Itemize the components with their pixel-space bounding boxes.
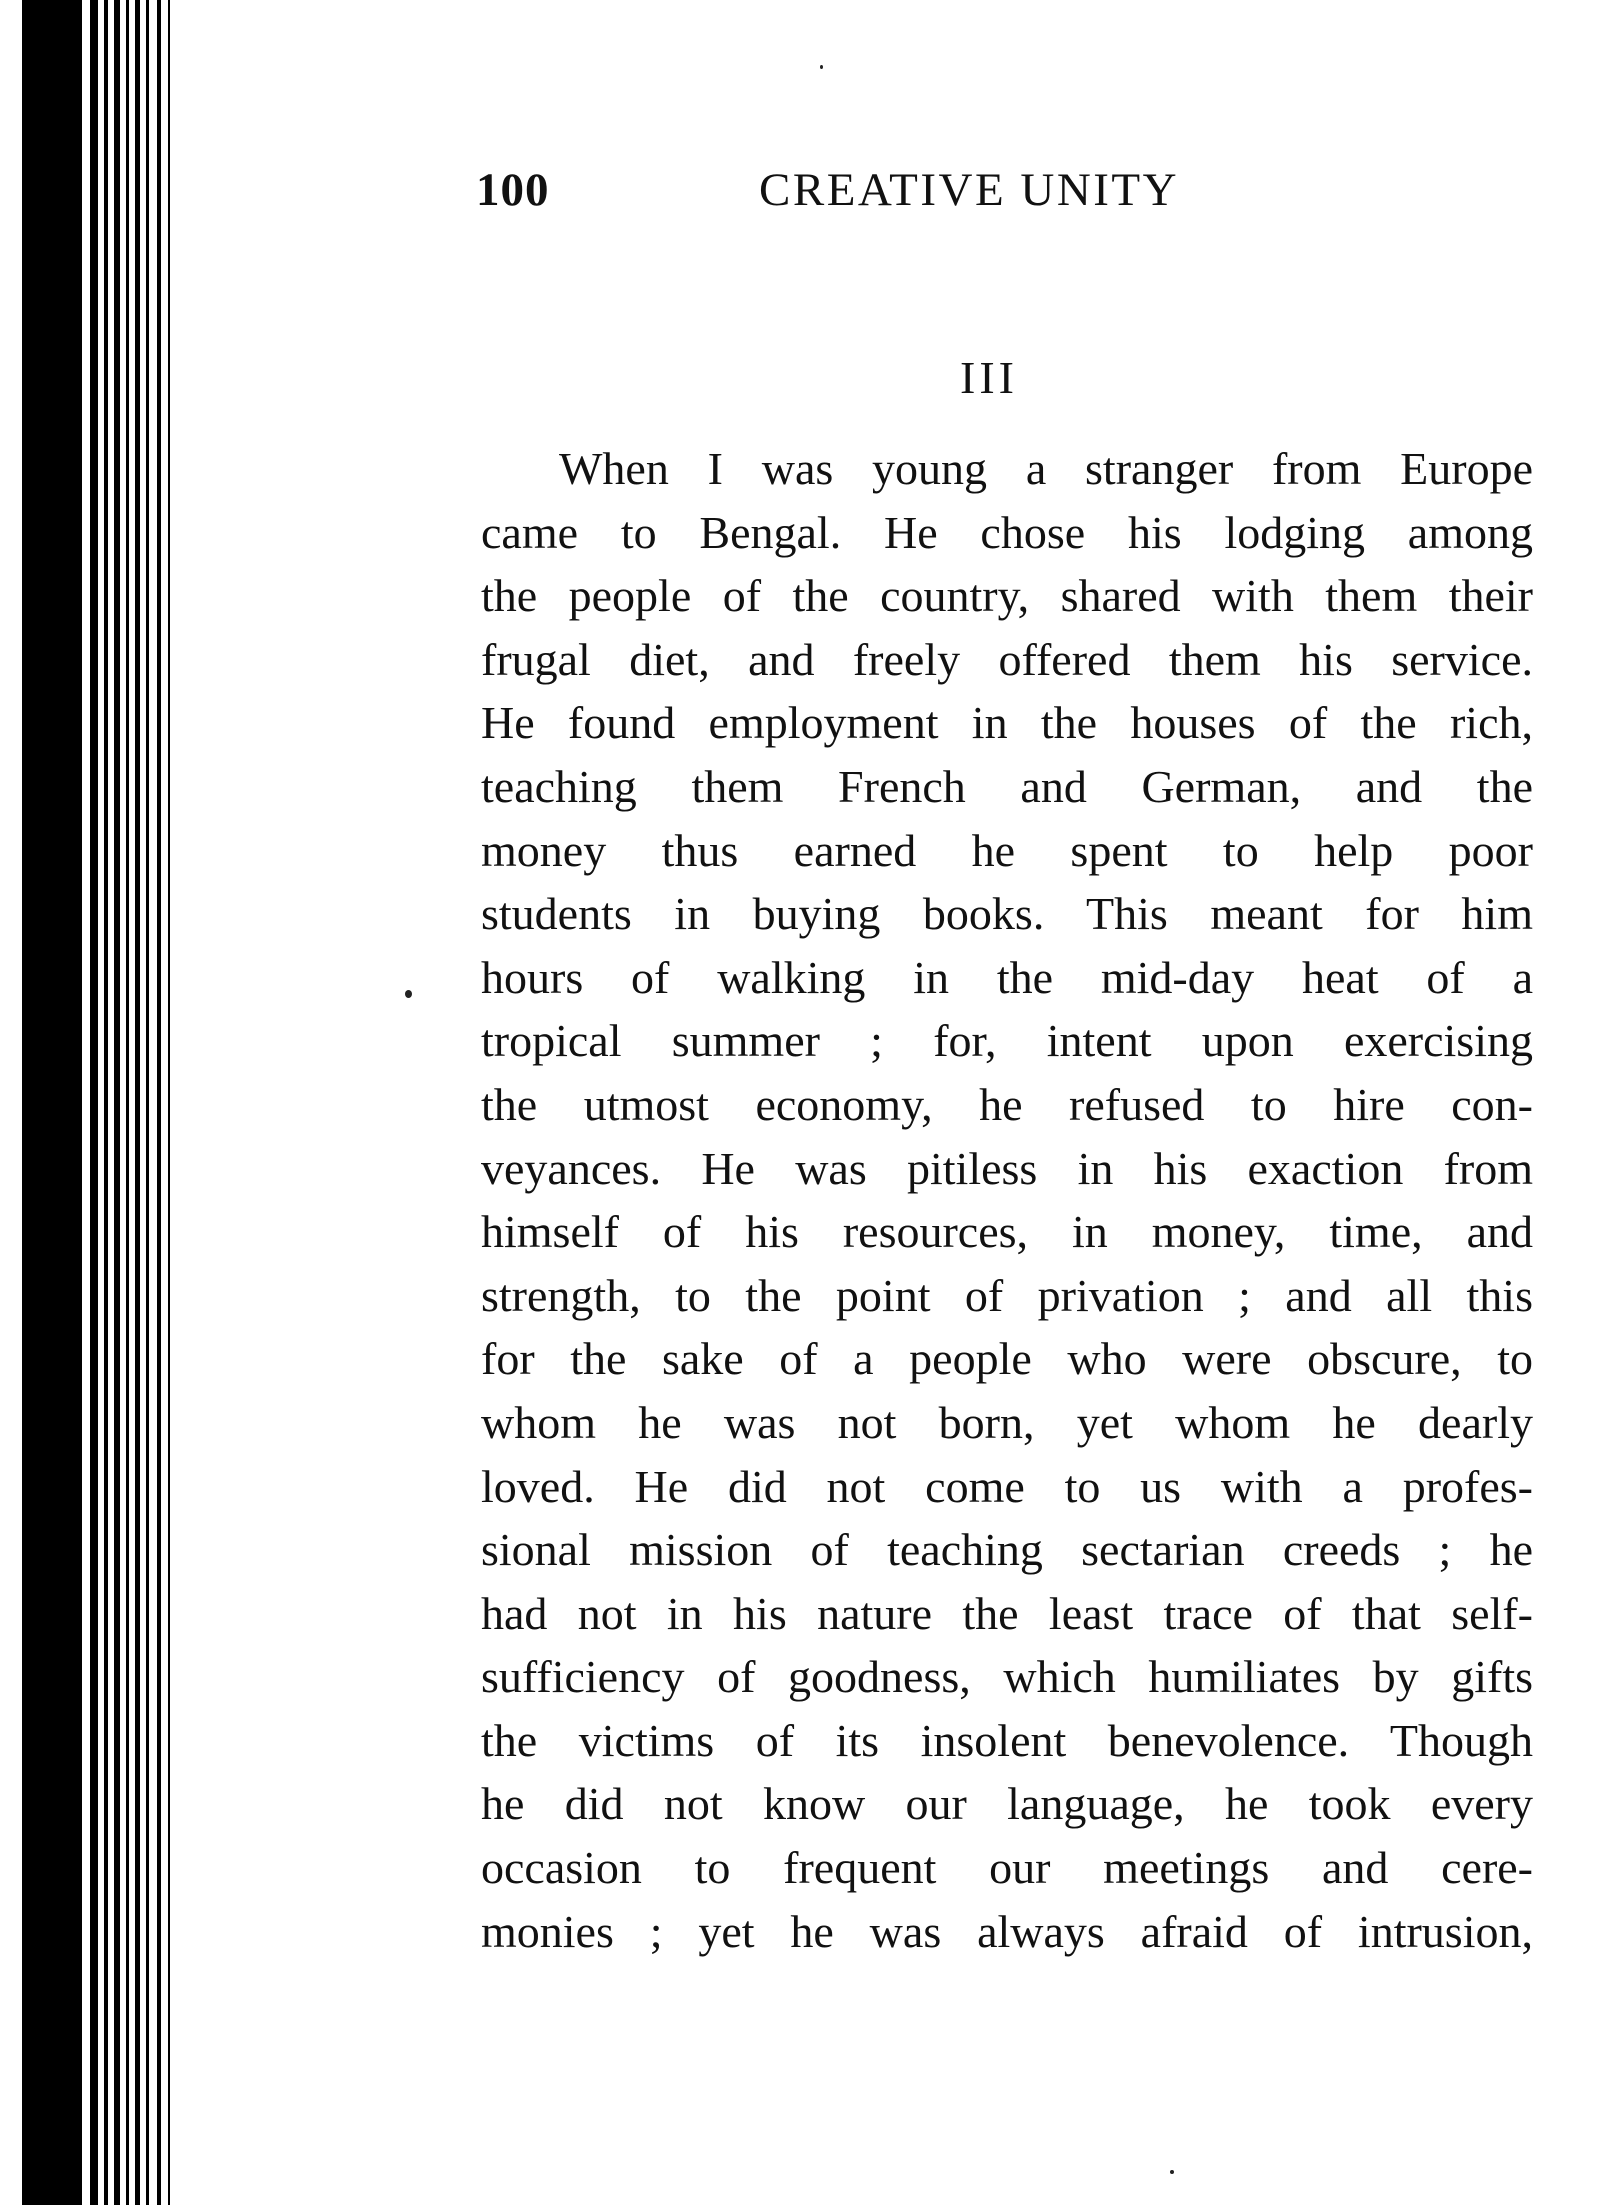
text-line: himself of his resources, in money, time, and bbox=[481, 1206, 1533, 1258]
text-line: money thus earned he spent to help poor bbox=[481, 824, 1533, 876]
gutter-line bbox=[157, 0, 161, 2205]
text-line: for the sake of a people who were obscure, to bbox=[481, 1333, 1533, 1385]
gutter-line bbox=[104, 0, 108, 2205]
text-line: whom he was not born, yet whom he dearly bbox=[481, 1396, 1533, 1448]
scan-speck bbox=[820, 65, 823, 69]
text-line: came to Bengal. He chose his lodging among bbox=[481, 506, 1533, 558]
body-paragraph bbox=[481, 437, 1533, 1963]
book-title: CREATIVE UNITY bbox=[759, 164, 1180, 216]
gutter-line bbox=[90, 0, 98, 2205]
gutter-shadow bbox=[22, 0, 82, 2205]
gutter-line bbox=[126, 0, 129, 2205]
text-line: sional mission of teaching sectarian creeds ; he bbox=[481, 1524, 1533, 1576]
text-line: teaching them French and German, and the bbox=[481, 760, 1533, 812]
text-line: had not in his nature the least trace of that self- bbox=[481, 1587, 1533, 1639]
text-line: He found employment in the houses of the rich, bbox=[481, 697, 1533, 749]
text-line: loved. He did not come to us with a profes- bbox=[481, 1460, 1533, 1512]
text-line: he did not know our language, he took every bbox=[481, 1778, 1533, 1830]
gutter-line bbox=[146, 0, 149, 2205]
gutter-line bbox=[114, 0, 120, 2205]
text-line: students in buying books. This meant for him bbox=[481, 888, 1533, 940]
scan-speck bbox=[405, 990, 412, 998]
text-line: the people of the country, shared with them their bbox=[481, 570, 1533, 622]
text-line: strength, to the point of privation ; and all this bbox=[481, 1269, 1533, 1321]
binding-gutter bbox=[0, 0, 175, 2205]
text-line: occasion to frequent our meetings and cere- bbox=[481, 1842, 1533, 1894]
running-head bbox=[476, 160, 1276, 220]
text-line: frugal diet, and freely offered them his service. bbox=[481, 633, 1533, 685]
gutter-line bbox=[168, 0, 170, 2205]
text-line: the victims of its insolent benevolence. Though bbox=[481, 1714, 1533, 1766]
scan-speck bbox=[1170, 2170, 1174, 2174]
text-line: tropical summer ; for, intent upon exercising bbox=[481, 1015, 1533, 1067]
page-number: 100 bbox=[476, 164, 550, 216]
text-line: hours of walking in the mid-day heat of a bbox=[481, 951, 1533, 1003]
text-line: the utmost economy, he refused to hire con- bbox=[481, 1078, 1533, 1130]
text-line: When I was young a stranger from Europe bbox=[559, 443, 1533, 494]
text-line: sufficiency of goodness, which humiliates by gifts bbox=[481, 1651, 1533, 1703]
gutter-line bbox=[135, 0, 140, 2205]
section-heading: III bbox=[960, 352, 1018, 403]
text-line: veyances. He was pitiless in his exaction from bbox=[481, 1142, 1533, 1194]
text-line: monies ; yet he was always afraid of intrusion, bbox=[481, 1905, 1533, 1957]
